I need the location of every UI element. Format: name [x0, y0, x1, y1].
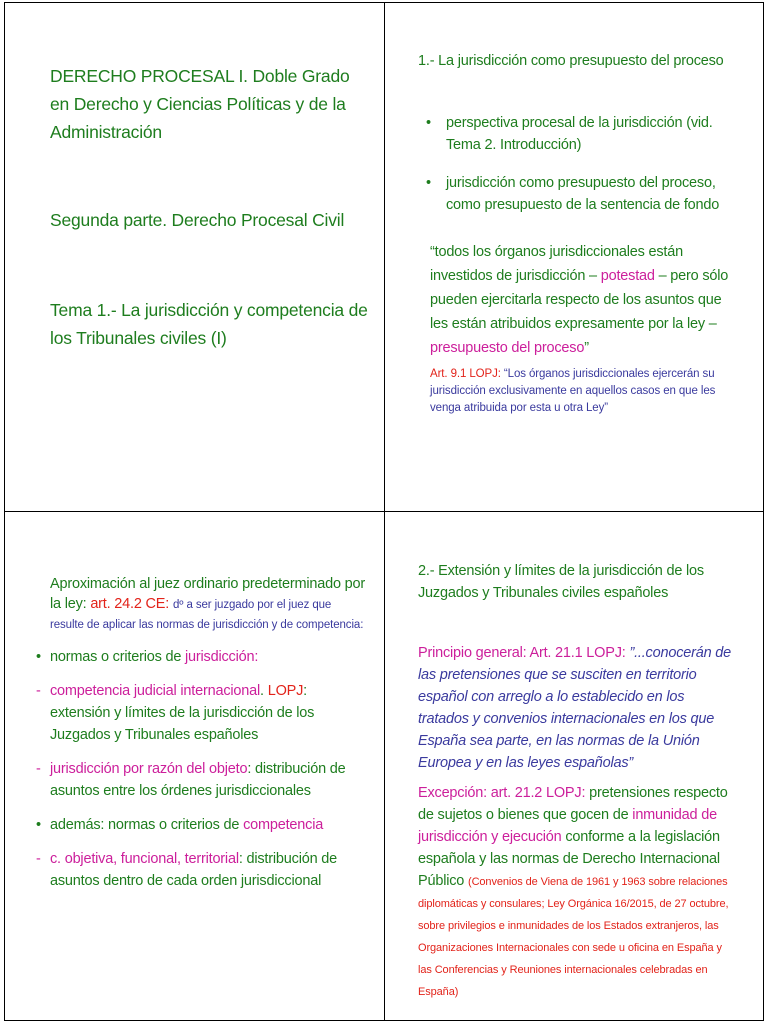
intro-text — [50, 574, 366, 634]
part-title: Segunda parte. Derecho Procesal Civil — [50, 210, 345, 230]
quote-presupuesto: presupuesto del proceso — [430, 340, 585, 356]
exception-ref: art. 21.2 LOPJ: — [490, 785, 590, 801]
slide-2 — [418, 50, 738, 417]
principle-label: Principio general: — [418, 645, 530, 661]
item-highlight: competencia — [243, 817, 324, 833]
dash-mark: - — [36, 761, 41, 777]
bullet-text: jurisdicción como presupuesto del proceso, como presupuesto de la sentencia de fondo — [446, 175, 720, 213]
dash-mark: - — [36, 683, 41, 699]
item-sep: . — [260, 683, 268, 699]
topic-title: Tema 1.- La jurisdicción y competencia de los Tribunales civiles (I) — [50, 300, 368, 348]
slide2-bullet-1 — [426, 112, 746, 156]
row-divider — [4, 511, 764, 512]
intro-ref: art. 24.2 CE: — [90, 596, 173, 612]
bullet-mark: • — [36, 817, 41, 833]
slide-3 — [36, 574, 366, 892]
slide2-article — [430, 366, 730, 417]
bullet-mark: • — [426, 175, 431, 191]
exception-highlight: inmunidad de jurisdicción y ejecución — [418, 807, 717, 845]
quote-text: – pero sólo pueden ejercitarla respecto de los asuntos que les están atribuidos expresamente por la ley – — [430, 268, 729, 332]
principle-quote: ”...conocerán de las pretensiones que se susciten en territorio español con arreglo a lo establecido en los tratados y convenios internacionales en los que España sea parte, en las normas de la Unión Europea y en las leyes españolas” — [418, 645, 732, 771]
intro-lead: Aproximación al juez ordinario predeterminado por la ley: — [50, 576, 366, 612]
slide4-heading: 2.- Extensión y límites de la jurisdicción de los Juzgados y Tribunales civiles españoles — [418, 563, 704, 601]
slide4-principle — [418, 642, 738, 774]
item-text: además: normas o criterios de — [50, 817, 244, 833]
item-text: normas o criterios de — [50, 649, 186, 665]
slide4-exception — [418, 782, 738, 1002]
article-ref: Art. 9.1 LOPJ: — [430, 368, 504, 380]
item-highlight: c. objetiva, funcional, territorial — [50, 851, 239, 867]
intro-detail: dº a ser juzgado por el juez que resulte de aplicar las normas de jurisdicción y de competencia: — [50, 599, 364, 631]
item-ref: LOPJ — [267, 683, 304, 699]
item-highlight: jurisdicción: — [185, 649, 259, 665]
dash-mark: - — [36, 851, 41, 867]
bullet-text: perspectiva procesal de la jurisdicción (vid. Tema 2. Introducción) — [446, 115, 713, 153]
slide3-item-2 — [36, 680, 366, 746]
bullet-mark: • — [426, 115, 431, 131]
article-text: “Los órganos jurisdiccionales ejercerán su jurisdicción exclusivamente en aquellos casos en que les venga atribuida por esta u otra Ley” — [430, 368, 716, 414]
item-text: : distribución de asuntos dentro de cada orden jurisdiccional — [50, 851, 338, 889]
principle-ref: Art. 21.1 LOPJ: — [529, 645, 630, 661]
slide3-item-3 — [36, 758, 366, 802]
exception-text: pretensiones respecto de sujetos o bienes que gocen de — [418, 785, 728, 823]
slide3-item-5 — [36, 848, 366, 892]
slide2-bullet-2 — [426, 172, 746, 216]
quote-potestad: potestad — [600, 268, 655, 284]
slide-1 — [50, 62, 370, 352]
bullet-mark: • — [36, 649, 41, 665]
slide2-heading: 1.- La jurisdicción como presupuesto del proceso — [418, 53, 724, 69]
slide3-item-4 — [36, 814, 366, 836]
item-highlight: competencia judicial internacional — [50, 683, 261, 699]
exception-text: conforme a la legislación española y las normas de Derecho Internacional Público — [418, 829, 720, 889]
exception-note: (Convenios de Viena de 1961 y 1963 sobre relaciones diplomáticas y consulares; Ley Orgánica 16/2015, de 27 octubre, sobre privilegios e inmunidades de los Estados extranjeros, las Organizaciones Internacionales con sede u oficina en España y las Conferencias y Reuniones internacionales celebradas en España) — [418, 876, 729, 998]
course-title: DERECHO PROCESAL I. Doble Grado en Derecho y Ciencias Políticas y de la Administración — [50, 66, 350, 142]
exception-label: Excepción: — [418, 785, 491, 801]
slide-4 — [418, 560, 738, 1002]
slide3-intro — [36, 574, 366, 634]
quote-text: “todos los órganos jurisdiccionales están investidos de jurisdicción – — [430, 244, 683, 284]
slide3-item-1 — [36, 646, 366, 668]
item-highlight: jurisdicción por razón del objeto — [50, 761, 248, 777]
slide2-quote — [430, 240, 730, 360]
quote-close: ” — [584, 340, 589, 356]
item-text: : extensión y límites de la jurisdicción de los Juzgados y Tribunales españoles — [50, 683, 315, 743]
item-text: : distribución de asuntos entre los órdenes jurisdiccionales — [50, 761, 346, 799]
